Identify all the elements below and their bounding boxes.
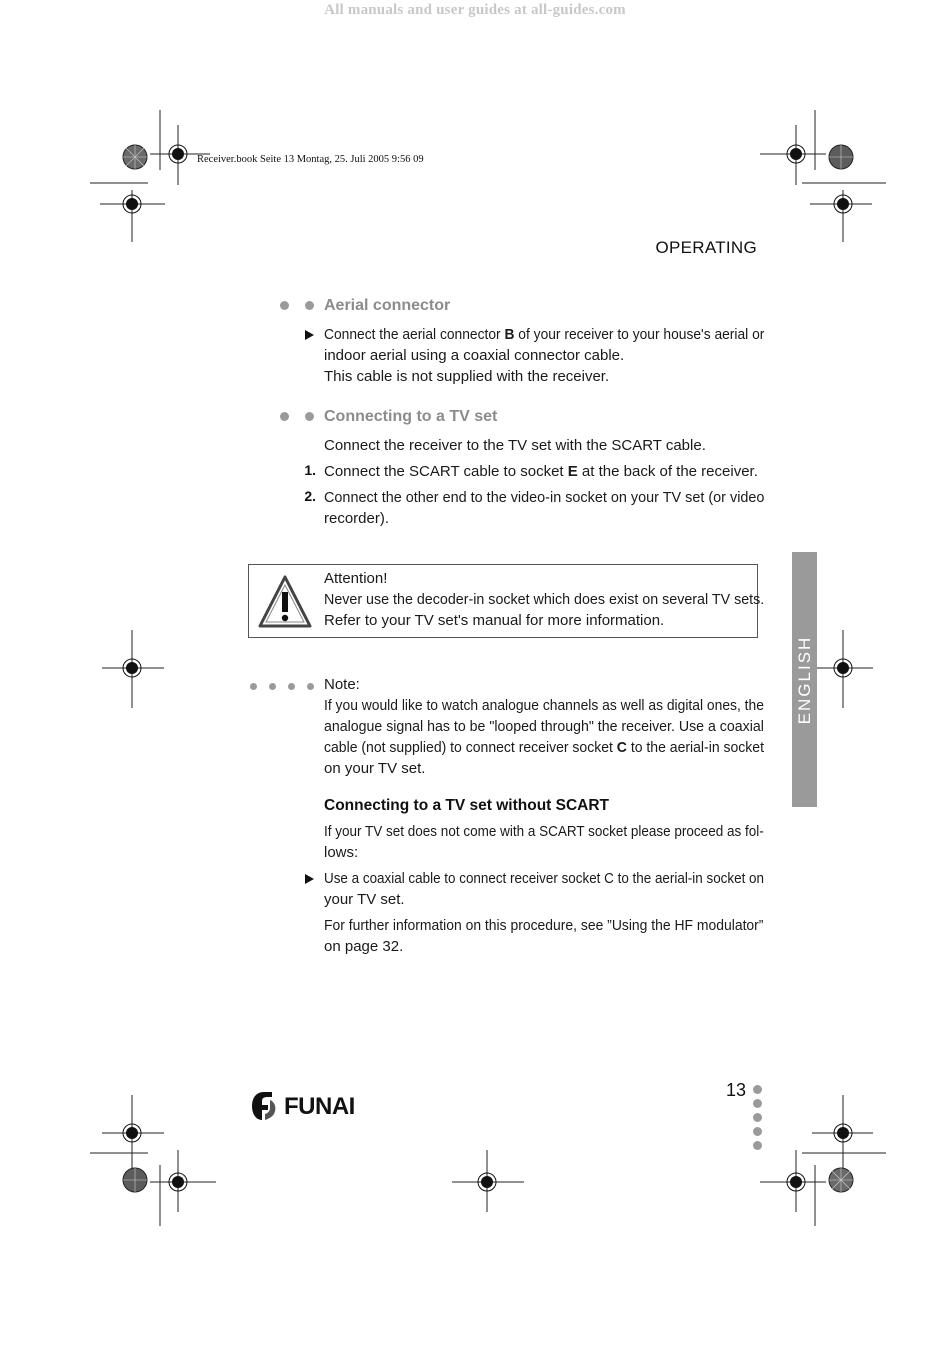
language-tab-label: ENGLISH [794,635,814,724]
page-dot-icon [753,1127,762,1136]
page-dot-icon [753,1141,762,1150]
page-number: 13 [726,1080,747,1100]
noscart-heading: Connecting to a TV set without SCART [324,797,610,814]
tv-heading: Connecting to a TV set [324,408,498,425]
noscart-intro: If your TV set does not come with a SCART socket please proceed as fol- lows: [324,823,764,861]
step-number: 2. [304,488,316,504]
note-dot-icon [288,683,295,690]
bullet-dot-icon [280,301,289,310]
noscart-further: For further information on this procedure, see ”Using the HF modulator” on page 32. [324,917,764,955]
bullet-dot-icon [305,412,314,421]
warning-triangle-icon [258,574,312,628]
bullet-dot-icon [280,412,289,421]
brand-name: FUNAI [284,1093,355,1120]
page-dot-icon [753,1099,762,1108]
aerial-heading: Aerial connector [324,297,451,314]
funai-logo-icon [248,1090,280,1122]
section-title: OPERATING [655,238,757,257]
step-number: 1. [304,462,316,478]
step-arrow-icon [305,330,314,340]
attention-text: Attention! Never use the decoder-in socket which does exist on several TV sets. Refer to your TV set's manual for more information. [324,570,765,629]
noscart-step: Use a coaxial cable to connect receiver socket C to the aerial-in socket on your TV set. [324,870,765,908]
bullet-dot-icon [305,301,314,310]
watermark: All manuals and user guides at all-guides.com [324,2,626,18]
tv-step-2: Connect the other end to the video-in socket on your TV set (or video recorder). [324,489,765,527]
language-tab [792,552,817,807]
step-arrow-icon [305,874,314,884]
note-dot-icon [250,683,257,690]
note-dot-icon [307,683,314,690]
tv-intro: Connect the receiver to the TV set with the SCART cable. [324,437,706,454]
page-dot-icon [753,1113,762,1122]
note-dot-icon [269,683,276,690]
page-dot-icon [753,1085,762,1094]
aerial-step: Connect the aerial connector B of your receiver to your house's aerial or indoor aerial using a coaxial connector cable. This cable is not supplied with the receiver. [324,326,765,385]
tv-step-1: Connect the SCART cable to socket E at the back of the receiver. [324,463,758,480]
print-job-line: Receiver.book Seite 13 Montag, 25. Juli 2005 9:56 09 [197,154,424,165]
note-text: Note: If you would like to watch analogue channels as well as digital ones, the analogue signal has to be "looped through" the receiver. Use a coaxial cable (not supplied) to connect receiver socket C to the aerial-in socket on your TV set. [324,676,765,777]
